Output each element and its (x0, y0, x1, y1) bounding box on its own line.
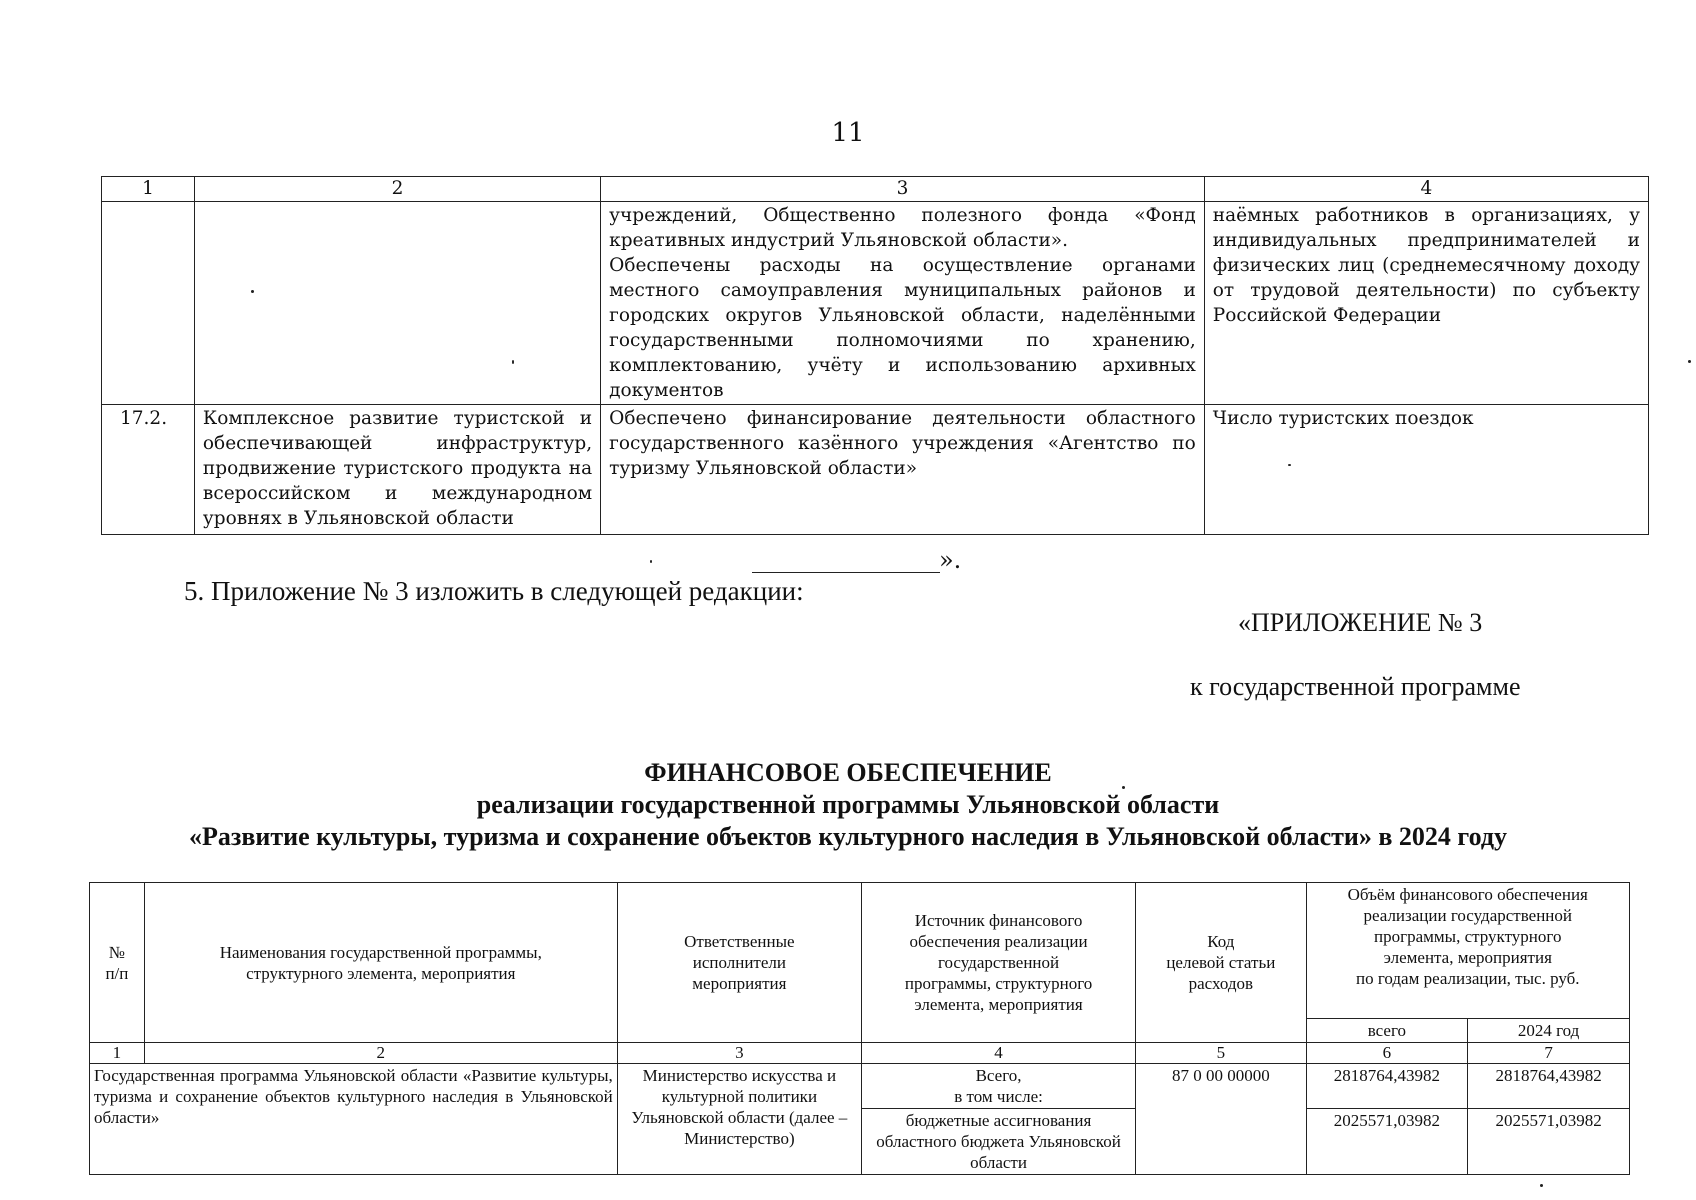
header-year: 2024 год (1468, 1019, 1630, 1043)
column-number-2: 2 (144, 1043, 617, 1064)
column-number-6: 6 (1306, 1043, 1468, 1064)
header-name: Наименования государственной программы, структурного элемента, мероприятия (144, 883, 617, 1043)
header-source: Источник финансового обеспечения реализации государственной программы, структурного элемента, мероприятия (861, 883, 1135, 1043)
closing-underline (752, 544, 940, 573)
year-cell: 2025571,03982 (1468, 1109, 1630, 1175)
financing-table (89, 882, 1630, 1175)
title-line-2: реализации государственной программы Ульяновской области (476, 790, 1220, 819)
scan-speck (512, 360, 514, 364)
document-title (0, 757, 1696, 853)
column-numbers-row (90, 1043, 1630, 1064)
row-number-cell (102, 202, 195, 405)
column-number-1: 1 (102, 177, 195, 202)
table-header-row (90, 883, 1630, 1019)
column-number-4: 4 (1204, 177, 1648, 202)
result-cell: учреждений, Общественно полезного фонда «Фонд креативных индустрий Ульяновской области». Обеспечены расходы на осуществление органами местного самоуправления муниципальных районов и городских округов Ульяновской области, наделёнными государственными полномочиями по хранению, комплектованию, учёту и использованию архивных документов (601, 202, 1205, 405)
header-number: № п/п (90, 883, 145, 1043)
appendix-subtitle: к государственной программе (1190, 672, 1521, 701)
column-number-7: 7 (1468, 1043, 1630, 1064)
column-number-5: 5 (1136, 1043, 1306, 1064)
executor-cell: Министерство искусства и культурной политики Ульяновской области (далее – Министерство) (617, 1064, 861, 1175)
column-number-1: 1 (90, 1043, 145, 1064)
column-number-2: 2 (194, 177, 600, 202)
code-cell: 87 0 00 00000 (1136, 1064, 1306, 1175)
header-executors: Ответственные исполнители мероприятия (617, 883, 861, 1043)
scan-speck (1540, 1184, 1543, 1187)
total-cell: 2818764,43982 (1306, 1064, 1468, 1109)
column-number-4: 4 (861, 1043, 1135, 1064)
result-cell: Обеспечено финансирование деятельности областного государственного казённого учреждения «Агентство по туризму Ульяновской области» (601, 405, 1205, 535)
scan-speck (1122, 786, 1125, 789)
results-table (101, 176, 1649, 535)
column-number-3: 3 (617, 1043, 861, 1064)
task-name-cell: Комплексное развитие туристской и обеспечивающей инфраструктур, продвижение туристского продукта на всероссийском и международном уровнях в Ульяновской области (194, 405, 600, 535)
title-line-1: ФИНАНСОВОЕ ОБЕСПЕЧЕНИЕ (644, 758, 1052, 787)
table-header-row (102, 177, 1649, 202)
source-cell: бюджетные ассигнования областного бюджета Ульяновской области (861, 1109, 1135, 1175)
page-number: 11 (831, 118, 865, 148)
header-volume: Объём финансового обеспечения реализации государственной программы, структурного элемента, мероприятия по годам реализации, тыс. руб. (1306, 883, 1629, 1019)
table-row (90, 1064, 1630, 1109)
header-total: всего (1306, 1019, 1468, 1043)
title-line-3: «Развитие культуры, туризма и сохранение объектов культурного наследия в Ульяновской области» в 2024 году (189, 822, 1507, 851)
scan-speck (1288, 464, 1291, 466)
row-number-cell: 17.2. (102, 405, 195, 535)
scan-speck (1688, 360, 1691, 363)
table-row (102, 202, 1649, 405)
task-name-cell (194, 202, 600, 405)
scan-speck (650, 560, 652, 563)
paragraph-5: 5. Приложение № 3 изложить в следующей редакции: (184, 576, 804, 606)
header-code: Код целевой статьи расходов (1136, 883, 1306, 1043)
total-cell: 2025571,03982 (1306, 1109, 1468, 1175)
program-name-cell: Государственная программа Ульяновской области «Развитие культуры, туризма и сохранение объектов культурного наследия в Ульяновской области» (90, 1064, 618, 1175)
scan-speck (251, 290, 254, 293)
indicator-cell: Число туристских поездок (1204, 405, 1648, 535)
year-cell: 2818764,43982 (1468, 1064, 1630, 1109)
closing-quote: ». (939, 546, 962, 574)
appendix-title: «ПРИЛОЖЕНИЕ № 3 (1238, 608, 1483, 637)
source-cell: Всего, в том числе: (861, 1064, 1135, 1109)
column-number-3: 3 (601, 177, 1205, 202)
table-row (102, 405, 1649, 535)
indicator-cell: наёмных работников в организациях, у индивидуальных предпринимателей и физических лиц (среднемесячному доходу от трудовой деятельности) по субъекту Российской Федерации (1204, 202, 1648, 405)
